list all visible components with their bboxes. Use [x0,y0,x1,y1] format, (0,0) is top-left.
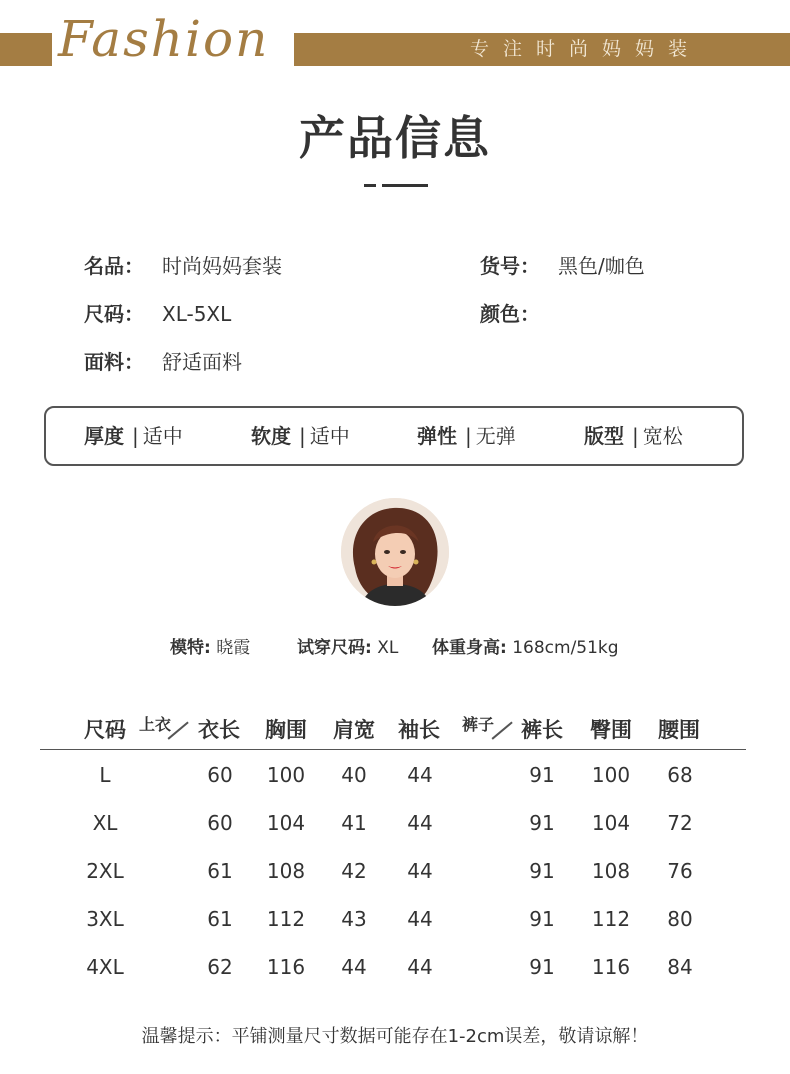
model-body-value: 168cm/51kg [512,638,619,658]
table-cell: 116 [266,955,306,979]
property-value: 无弹 [475,424,516,448]
brand-logo: Fashion [58,10,270,68]
table-cell: 91 [529,763,555,787]
info-fabric-value: 舒适面料 [162,350,242,374]
title-divider-short [364,184,376,187]
table-cell: 100 [266,763,306,787]
info-color [480,300,540,328]
info-item-value: 黑色/咖色 [558,254,645,278]
table-header-col: 衣长 [198,718,240,742]
table-cell: 76 [667,859,693,883]
table-header-bottom-group: 裤子 [462,715,495,734]
table-header-rule [40,749,746,750]
table-cell: 91 [529,907,555,931]
info-color-label: 颜色： [480,302,540,326]
table-cell: 80 [667,907,693,931]
table-header-col: 腰围 [658,718,700,742]
table-cell: 91 [529,859,555,883]
table-cell: 68 [667,763,693,787]
info-size-value: XL-5XL [162,302,232,326]
table-cell: 91 [529,955,555,979]
table-row-size: 2XL [86,859,124,883]
table-cell: 100 [591,763,631,787]
table-header-col: 肩宽 [333,718,375,742]
property-value: 适中 [309,424,350,448]
table-cell: 43 [341,907,367,931]
property-label: 版型 [584,424,624,448]
property-elasticity: 弹性 | 无弹 [417,424,516,448]
table-cell: 62 [207,955,233,979]
header-band-left [0,33,52,66]
table-cell: 44 [341,955,367,979]
model-name-value: 晓霞 [216,638,251,658]
model-avatar [341,498,449,606]
table-header-col: 袖长 [398,718,440,742]
table-header-top-group: 上衣 [139,715,172,734]
table-cell: 116 [591,955,631,979]
model-body [432,636,619,660]
property-label: 弹性 [417,424,457,448]
info-fabric-label: 面料： [84,350,144,374]
table-cell: 104 [591,811,631,835]
info-name-value: 时尚妈妈套装 [162,254,282,278]
model-name-label: 模特: [170,638,211,658]
info-item [480,252,540,280]
table-cell: 40 [341,763,367,787]
table-header-col: 裤长 [521,718,563,742]
property-label: 软度 [251,424,291,448]
property-softness: 软度 | 适中 [251,424,350,448]
table-cell: 44 [407,907,433,931]
table-header-size: 尺码 [84,718,126,742]
table-header-divider [492,721,513,739]
table-cell: 44 [407,955,433,979]
table-header-col: 臀围 [590,718,632,742]
table-row-size: 4XL [86,955,124,979]
info-size [84,300,144,328]
table-cell: 112 [266,907,306,931]
table-cell: 108 [591,859,631,883]
model-size-value: XL [377,638,399,658]
property-label: 厚度 [84,424,124,448]
table-cell: 44 [407,811,433,835]
table-cell: 41 [341,811,367,835]
table-row-size: L [99,763,111,787]
table-cell: 60 [207,763,233,787]
table-cell: 60 [207,811,233,835]
page-title: 产品信息 [299,111,491,165]
table-cell: 44 [407,763,433,787]
table-cell: 104 [266,811,306,835]
property-thickness: 厚度 | 适中 [84,424,183,448]
table-row-size: 3XL [86,907,124,931]
table-cell: 112 [591,907,631,931]
table-cell: 61 [207,859,233,883]
model-name [170,636,250,660]
table-cell: 84 [667,955,693,979]
model-size [297,636,398,660]
model-body-label: 体重身高: [432,638,507,658]
info-fabric [84,348,144,376]
header-slogan: 专注时尚妈妈装 [470,38,702,60]
title-divider-long [382,184,428,187]
table-cell: 42 [341,859,367,883]
property-fit: 版型 | 宽松 [584,424,683,448]
table-cell: 44 [407,859,433,883]
table-cell: 61 [207,907,233,931]
info-item-label: 货号： [480,254,540,278]
table-row-size: XL [92,811,118,835]
table-cell: 91 [529,811,555,835]
info-size-label: 尺码： [84,302,144,326]
property-value: 适中 [142,424,183,448]
model-size-label: 试穿尺码: [297,638,372,658]
table-cell: 72 [667,811,693,835]
table-header-col: 胸围 [265,718,307,742]
info-name [84,252,144,280]
table-cell: 108 [266,859,306,883]
measurement-note: 温馨提示：平铺测量尺寸数据可能存在1-2cm误差，敬请谅解！ [141,1026,649,1047]
info-name-label: 名品： [84,254,144,278]
property-value: 宽松 [642,424,683,448]
model-portrait-icon [341,498,449,606]
